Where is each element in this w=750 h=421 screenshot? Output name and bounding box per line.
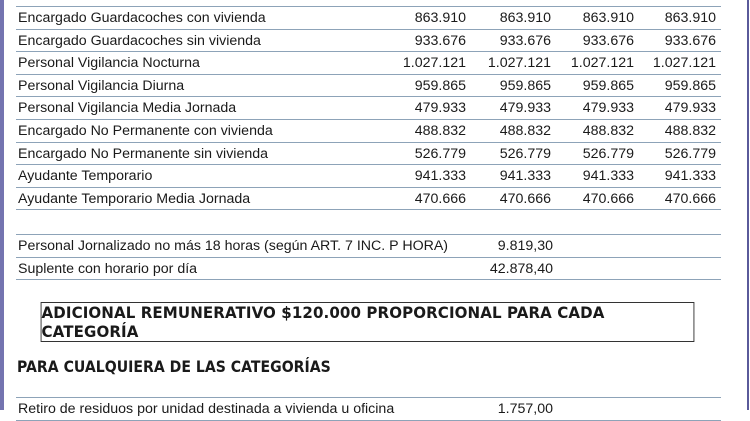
row-value: 9.819,30 [497,238,553,254]
row-label: Retiro de residuos por unidad destinada a vivienda u oficina [18,401,395,417]
waste-table [16,397,721,421]
table-row [16,120,721,143]
row-value: 1.027.121 [570,55,634,72]
table-row [16,165,721,188]
table-row [16,235,721,258]
table-row [16,143,721,166]
row-label: Personal Vigilancia Diurna [18,77,185,94]
row-value: 1.027.121 [652,55,716,72]
row-value: 488.832 [414,122,466,139]
row-value: 488.832 [664,122,716,139]
row-value: 479.933 [664,100,716,117]
row-value: 959.865 [414,77,466,94]
row-label: Ayudante Temporario Media Jornada [18,190,251,207]
row-value: 488.832 [499,122,551,139]
row-value: 1.027.121 [487,55,551,72]
row-value: 470.666 [582,190,634,207]
row-value: 526.779 [664,145,716,162]
additional-pay-banner: ADICIONAL REMUNERATIVO $120.000 PROPORCIONAL PARA CADA CATEGORÍA [41,302,695,342]
table-row [16,30,721,53]
row-value: 1.757,00 [497,401,553,417]
row-label: Encargado No Permanente sin vivienda [18,145,269,162]
table-row [16,398,721,421]
row-value: 959.865 [582,77,634,94]
row-label: Encargado No Permanente con vivienda [18,122,273,139]
row-value: 526.779 [499,145,551,162]
table-row [16,75,721,98]
row-value: 42.878,40 [489,260,553,277]
table-row [16,7,721,30]
row-value: 933.676 [499,32,551,49]
row-label: Encargado Guardacoches con vivienda [18,10,266,26]
row-value: 933.676 [582,32,634,49]
row-value: 941.333 [499,168,551,185]
row-label: Personal Vigilancia Nocturna [18,55,200,72]
right-edge-bar [747,0,749,410]
row-label: Encargado Guardacoches sin vivienda [18,32,261,49]
row-value: 863.910 [499,10,551,26]
row-label: Personal Vigilancia Media Jornada [18,100,237,117]
section-title: PARA CUALQUIERA DE LAS CATEGORÍAS [17,357,331,376]
row-value: 526.779 [582,145,634,162]
hourly-table [16,234,721,280]
row-value: 959.865 [664,77,716,94]
row-value: 863.910 [664,10,716,26]
row-value: 941.333 [414,168,466,185]
row-value: 526.779 [414,145,466,162]
row-value: 479.933 [414,100,466,117]
row-value: 941.333 [582,168,634,185]
row-label: Personal Jornalizado no más 18 horas (según ART. 7 INC. P HORA) [18,238,449,254]
table-row [16,52,721,75]
table-row [16,97,721,120]
row-value: 941.333 [664,168,716,185]
salary-table [16,6,721,210]
row-value: 470.666 [499,190,551,207]
row-label: Suplente con horario por día [18,260,198,277]
row-value: 488.832 [582,122,634,139]
row-value: 959.865 [499,77,551,94]
row-value: 863.910 [414,10,466,26]
row-value: 933.676 [664,32,716,49]
row-value: 470.666 [414,190,466,207]
row-value: 863.910 [582,10,634,26]
row-value: 1.027.121 [402,55,466,72]
row-label: Ayudante Temporario [18,168,153,185]
row-value: 479.933 [499,100,551,117]
row-value: 933.676 [414,32,466,49]
row-value: 479.933 [582,100,634,117]
left-edge-bar [0,0,4,410]
table-row [16,258,721,281]
row-value: 470.666 [664,190,716,207]
table-row [16,188,721,211]
